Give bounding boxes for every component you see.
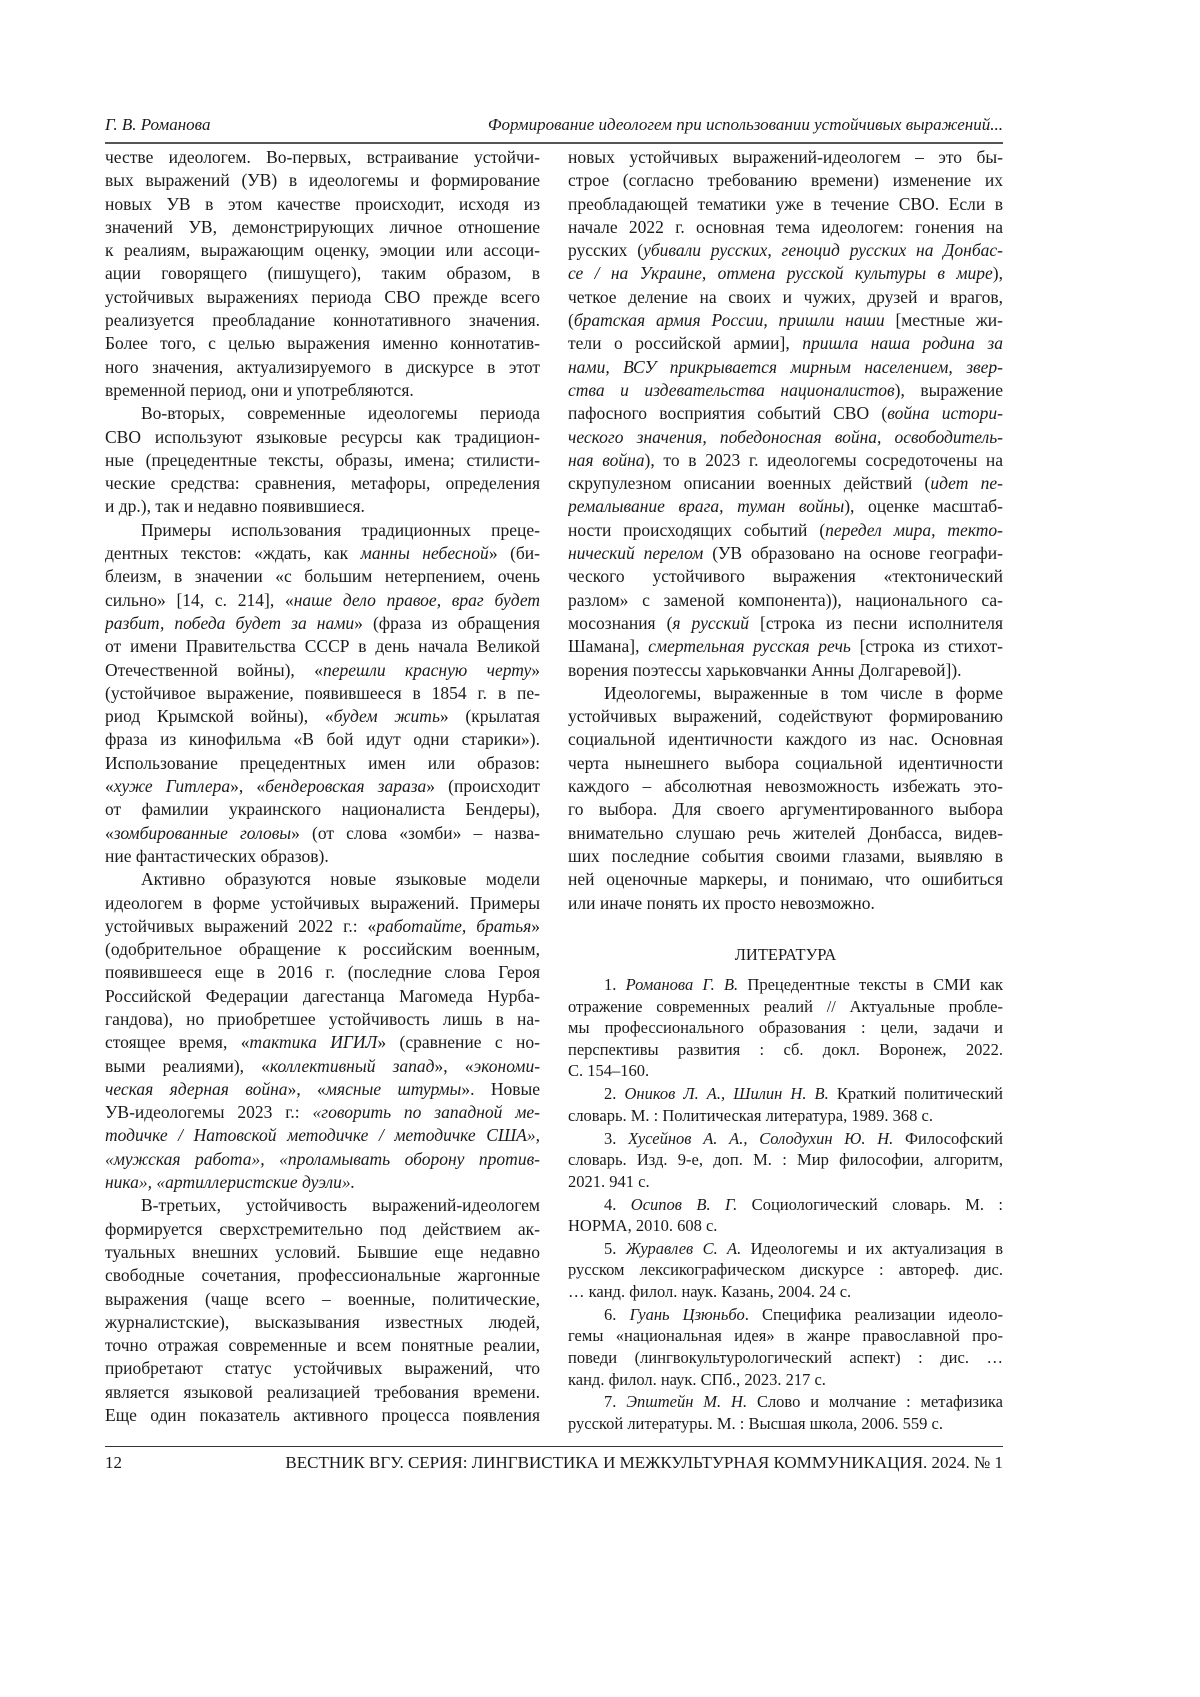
text-run: Идеологемы и их актуализация в — [741, 1239, 1003, 1258]
text-run: ». Новые — [461, 1079, 540, 1099]
text-line — [105, 868, 540, 891]
text-run: ней оценочные маркеры, и понимаю, что ошибиться — [568, 869, 1003, 889]
text-run: сильно» [14, с. 214], « — [105, 590, 294, 610]
text-line — [105, 915, 540, 938]
text-line — [105, 985, 540, 1008]
text-run: социальной идентичности каждого из нас. Основная — [568, 729, 1003, 749]
text-run: Использование прецедентных имен или образов: — [105, 753, 540, 773]
text-run: ного значения, актуализируемого в дискурсе в этот — [105, 357, 540, 377]
text-line — [105, 892, 540, 915]
text-run: каждого – абсолютная невозможность избежать это- — [568, 776, 1003, 796]
reference-line — [568, 1039, 1003, 1061]
text-run: » (фраза из обращения — [354, 613, 540, 633]
italic-text-run: война истори- — [887, 403, 1003, 423]
text-run: или иначе понять их просто невозможно. — [568, 893, 875, 913]
text-line — [568, 216, 1003, 239]
text-line — [105, 775, 540, 798]
text-line — [568, 565, 1003, 588]
italic-text-run: ника», «артиллеристские дуэли». — [105, 1172, 355, 1192]
text-run: выми реалиями), « — [105, 1056, 270, 1076]
italic-text-run: зомбированные головы — [114, 823, 291, 843]
text-line — [105, 1031, 540, 1054]
text-line — [105, 1008, 540, 1031]
text-line — [568, 752, 1003, 775]
text-line — [568, 402, 1003, 425]
text-run: » (сравнение с но- — [377, 1032, 540, 1052]
text-line — [568, 495, 1003, 518]
text-line — [568, 262, 1003, 285]
text-line — [568, 542, 1003, 565]
text-run: преобладающей тематики уже в течение СВО. Если в — [568, 194, 1003, 214]
text-line — [105, 728, 540, 751]
text-run: ), оценке масштаб- — [844, 496, 1003, 516]
text-line — [105, 1357, 540, 1380]
italic-text-run: экономи- — [474, 1056, 540, 1076]
text-run: точно отражая современные и всем понятные реалии, — [105, 1335, 540, 1355]
page-number: 12 — [105, 1451, 122, 1475]
reference-line — [568, 1413, 1003, 1435]
text-run: разлом» с заменой компонента)), национального са- — [568, 590, 1003, 610]
text-line — [105, 798, 540, 821]
text-run: журналистские), высказывания известных людей, — [105, 1312, 540, 1332]
text-run: реализуется преобладание коннотативного значения. — [105, 310, 540, 330]
text-run: Во-вторых, современные идеологемы периода — [141, 403, 540, 423]
italic-text-run: ная война — [568, 450, 645, 470]
reference-line — [568, 1304, 1003, 1326]
right-column — [568, 146, 1003, 915]
text-line — [568, 589, 1003, 612]
text-line — [105, 239, 540, 262]
text-run: от фамилии украинского националиста Бендеры), — [105, 799, 540, 819]
text-line — [568, 798, 1003, 821]
text-line — [105, 752, 540, 775]
text-run: Краткий политический — [829, 1084, 1003, 1103]
italic-text-run: работайте, братья — [376, 916, 531, 936]
text-line — [105, 1264, 540, 1287]
reference-item — [568, 1238, 1003, 1303]
text-run: устойчивых выражений, содействуют формированию — [568, 706, 1003, 726]
text-run: 4. — [604, 1195, 631, 1214]
reference-line — [568, 1171, 1003, 1193]
text-line — [105, 519, 540, 542]
text-line — [105, 286, 540, 309]
text-line — [568, 169, 1003, 192]
text-line — [105, 1148, 540, 1171]
text-line — [568, 519, 1003, 542]
text-line — [105, 589, 540, 612]
reference-item — [568, 1194, 1003, 1237]
text-run: приобретают статус устойчивых выражений, что — [105, 1358, 540, 1378]
left-column — [105, 146, 540, 1427]
text-run: Примеры использования традиционных преце- — [141, 520, 540, 540]
italic-text-run: Эпштейн М. Н. — [626, 1392, 747, 1411]
text-line — [568, 356, 1003, 379]
text-run: … канд. филол. наук. Казань, 2004. 24 с. — [568, 1282, 851, 1301]
text-run: Идеологемы, выраженные в том числе в форме — [604, 683, 1003, 703]
reference-item — [568, 1128, 1003, 1193]
text-run: » (крылатая — [440, 706, 540, 726]
text-line — [105, 193, 540, 216]
text-line — [568, 845, 1003, 868]
text-run: перспективы развития : сб. докл. Воронеж, 2022. — [568, 1040, 1003, 1059]
text-run: дентных текстов: «ждать, как — [105, 543, 361, 563]
text-line — [105, 705, 540, 728]
italic-text-run: нами, ВСУ прикрывается мирным населением, звер- — [568, 357, 1003, 377]
running-head-author: Г. В. Романова — [105, 113, 210, 137]
italic-text-run: будем жить — [334, 706, 440, 726]
reference-line — [568, 1369, 1003, 1391]
text-run: 6. — [604, 1305, 630, 1324]
text-run: СВО используют языковые ресурсы как традицион- — [105, 427, 540, 447]
text-run: ности происходящих событий ( — [568, 520, 825, 540]
text-line — [568, 868, 1003, 891]
text-line — [568, 449, 1003, 472]
italic-text-run: разбит, победа будет за нами — [105, 613, 354, 633]
text-run: Отечественной войны), « — [105, 660, 323, 680]
text-run: строе (согласно требованию времени) изменение их — [568, 170, 1003, 190]
text-run: Активно образуются новые языковые модели — [141, 869, 540, 889]
text-run: 5. — [604, 1239, 626, 1258]
text-line — [105, 635, 540, 658]
reference-line — [568, 1215, 1003, 1237]
text-run: устойчивых выражений 2022 г.: « — [105, 916, 376, 936]
text-line — [105, 938, 540, 961]
reference-line — [568, 996, 1003, 1018]
text-line — [105, 1381, 540, 1404]
text-run: (устойчивое выражение, появившееся в 1854 г. в пе- — [105, 683, 540, 703]
text-run: гандова), но приобретшее устойчивость лишь в на- — [105, 1009, 540, 1029]
text-line — [568, 728, 1003, 751]
text-run: свободные сочетания, профессиональные жаргонные — [105, 1265, 540, 1285]
italic-text-run: Оников Л. А., Шилин Н. В. — [624, 1084, 828, 1103]
text-run: поведи (лингвокультурологический аспект) : дис. … — [568, 1348, 1003, 1367]
text-line — [105, 1124, 540, 1147]
italic-text-run: Романова Г. В. — [626, 975, 739, 994]
text-run: является языковой реализацией требования времени. — [105, 1382, 540, 1402]
reference-item — [568, 1083, 1003, 1126]
text-line — [568, 379, 1003, 402]
italic-text-run: нический перелом — [568, 543, 703, 563]
text-line — [105, 1194, 540, 1217]
text-line — [105, 1218, 540, 1241]
text-run: ), то в 2023 г. идеологемы сосредоточены на — [645, 450, 1003, 470]
text-run: ческие средства: сравнения, метафоры, определения — [105, 473, 540, 493]
text-run: честве идеологем. Во-первых, встраивание устойчи- — [105, 147, 540, 167]
text-run: Философский — [893, 1129, 1003, 1148]
text-line — [105, 542, 540, 565]
text-run: [строка из песни исполнителя — [749, 613, 1003, 633]
text-run: », « — [435, 1056, 474, 1076]
text-line — [105, 822, 540, 845]
text-line — [568, 286, 1003, 309]
text-line — [568, 682, 1003, 705]
text-run: и др.), так и недавно появившиеся. — [105, 496, 365, 516]
journal-footer: ВЕСТНИК ВГУ. СЕРИЯ: ЛИНГВИСТИКА И МЕЖКУЛЬТУРНАЯ КОММУНИКАЦИЯ. 2024. № 1 — [285, 1451, 1003, 1475]
text-run: появившееся еще в 2016 г. (последние слова Героя — [105, 962, 540, 982]
italic-text-run: «говорить по западной ме- — [313, 1102, 541, 1122]
italic-text-run: Журавлев С. А. — [626, 1239, 742, 1258]
reference-line — [568, 1194, 1003, 1216]
text-line — [105, 1171, 540, 1194]
text-run: стоящее время, « — [105, 1032, 249, 1052]
italic-text-run: ства и издевательства националистов — [568, 380, 895, 400]
text-line — [105, 961, 540, 984]
reference-item — [568, 1391, 1003, 1434]
text-run: » — [531, 660, 540, 680]
text-run: Еще один показатель активного процесса появления — [105, 1405, 540, 1425]
text-line — [105, 402, 540, 425]
text-line — [105, 495, 540, 518]
text-run: 3. — [604, 1129, 628, 1148]
text-line — [568, 332, 1003, 355]
text-line — [105, 612, 540, 635]
text-line — [105, 216, 540, 239]
italic-text-run: Осипов В. Г. — [631, 1195, 737, 1214]
text-run: устойчивых выражениях периода СВО прежде всего — [105, 287, 540, 307]
text-line — [105, 426, 540, 449]
text-line — [105, 379, 540, 402]
text-run: Социологический словарь. М. : — [737, 1195, 1003, 1214]
text-line — [105, 472, 540, 495]
text-run: Более того, с целью выражения именно коннотатив- — [105, 333, 540, 353]
reference-line — [568, 1128, 1003, 1150]
text-line — [105, 1078, 540, 1101]
text-line — [568, 309, 1003, 332]
text-run: черта нынешнего выбора социальной идентичности — [568, 753, 1003, 773]
text-line — [105, 146, 540, 169]
text-run: « — [105, 823, 114, 843]
text-run: . Специфика реализации идеоло- — [745, 1305, 1003, 1324]
footer-rule — [105, 1446, 1003, 1447]
text-line — [105, 332, 540, 355]
text-run: Слово и молчание : метафизика — [747, 1392, 1003, 1411]
text-line — [568, 775, 1003, 798]
text-run: ные (прецедентные тексты, образы, имена; стилисти- — [105, 450, 540, 470]
italic-text-run: братская армия России, пришли наши — [574, 310, 885, 330]
references-list — [568, 974, 1003, 1436]
text-run: Шамана], — [568, 636, 648, 656]
reference-line — [568, 1325, 1003, 1347]
reference-line — [568, 1347, 1003, 1369]
italic-text-run: се / на Украине, отмена русской культуры в мире — [568, 263, 993, 283]
text-run: туальных внешних условий. Бывшие еще недавно — [105, 1242, 540, 1262]
italic-text-run: бендеровская зараза — [265, 776, 426, 796]
text-run: риод Крымской войны), « — [105, 706, 334, 726]
text-run: 1. — [604, 975, 626, 994]
reference-item — [568, 1304, 1003, 1390]
text-run: 2. — [604, 1084, 624, 1103]
text-run: начале 2022 г. основная тема идеологем: гонения на — [568, 217, 1003, 237]
text-run: мосознания ( — [568, 613, 672, 633]
italic-text-run: пришла наша родина за — [802, 333, 1003, 353]
text-run: 2021. 941 с. — [568, 1172, 650, 1191]
reference-item — [568, 974, 1003, 1082]
text-line — [105, 682, 540, 705]
running-head-title: Формирование идеологем при использовании устойчивых выражений... — [488, 113, 1003, 137]
text-line — [568, 472, 1003, 495]
reference-line — [568, 1238, 1003, 1260]
text-line — [568, 705, 1003, 728]
text-run: отражение современных реалий // Актуальные пробле- — [568, 997, 1003, 1016]
text-run: новых устойчивых выражений-идеологем – это бы- — [568, 147, 1003, 167]
text-run: Прецедентные тексты в СМИ как — [738, 975, 1003, 994]
text-run: ворения поэтессы харьковчанки Анны Долгаревой]). — [568, 660, 962, 680]
text-run: НОРМА, 2010. 608 с. — [568, 1216, 717, 1235]
text-line — [105, 449, 540, 472]
italic-text-run: тактика ИГИЛ — [249, 1032, 377, 1052]
text-line — [105, 659, 540, 682]
text-line — [105, 262, 540, 285]
text-run: тели о российской армии], — [568, 333, 802, 353]
italic-text-run: я русский — [672, 613, 749, 633]
text-run: ческого устойчивого выражения «тектонический — [568, 566, 1003, 586]
reference-line — [568, 1259, 1003, 1281]
text-run: Российской Федерации дагестанца Магомеда Нурба- — [105, 986, 540, 1006]
text-run: УВ-идеологемы 2023 г.: — [105, 1102, 313, 1122]
reference-line — [568, 1149, 1003, 1171]
text-run: (одобрительное обращение к российским военным, — [105, 939, 540, 959]
text-run: четкое деление на своих и чужих, друзей и врагов, — [568, 287, 1003, 307]
text-run: » (би- — [489, 543, 540, 563]
italic-text-run: коллективный запад — [270, 1056, 435, 1076]
italic-text-run: ремалывание врага, туман войны — [568, 496, 844, 516]
text-run: мы профессионального образования : цели, задачи и — [568, 1018, 1003, 1037]
text-line — [105, 1404, 540, 1427]
text-line — [568, 892, 1003, 915]
text-line — [568, 146, 1003, 169]
italic-text-run: «мужская работа», «проламывать оборону против- — [105, 1149, 540, 1169]
italic-text-run: смертельная русская речь — [648, 636, 851, 656]
italic-text-run: ческого значения, победоносная война, освободитель- — [568, 427, 1003, 447]
header-rule — [105, 142, 1003, 144]
text-run: фраза из кинофильма «В бой идут одни старики»). — [105, 729, 540, 749]
italic-text-run: Хусейнов А. А., Солодухин Ю. Н. — [628, 1129, 893, 1148]
text-run: 7. — [604, 1392, 626, 1411]
text-line — [105, 309, 540, 332]
text-run: выражения (чаще всего – военные, политические, — [105, 1289, 540, 1309]
text-run: ), выражение — [895, 380, 1003, 400]
text-run: пафосного восприятия событий СВО ( — [568, 403, 887, 423]
text-line — [105, 1241, 540, 1264]
text-run: блеизм, в значении «с большим нетерпением, очень — [105, 566, 540, 586]
text-line — [105, 1101, 540, 1124]
text-line — [568, 239, 1003, 262]
reference-line — [568, 1060, 1003, 1082]
reference-line — [568, 1391, 1003, 1413]
text-run: », « — [288, 1079, 326, 1099]
text-run: го выбора. Для своего аргументированного выбора — [568, 799, 1003, 819]
text-run: » (от слова «зомби» – назва- — [291, 823, 540, 843]
text-run: ( — [568, 310, 574, 330]
text-run: « — [105, 776, 114, 796]
italic-text-run: Гуань Цзюньбо — [630, 1305, 745, 1324]
text-run: временной период, они и употребляются. — [105, 380, 414, 400]
reference-line — [568, 1017, 1003, 1039]
text-run: ших последние события своими глазами, выявляю в — [568, 846, 1003, 866]
text-run: русских ( — [568, 240, 643, 260]
reference-line — [568, 1083, 1003, 1105]
text-line — [105, 845, 540, 868]
text-line — [568, 659, 1003, 682]
text-run: гемы «национальная идея» в жанре православной про- — [568, 1326, 1003, 1345]
text-line — [105, 1055, 540, 1078]
text-line — [105, 1288, 540, 1311]
text-run: внимательно слушаю речь жителей Донбасса, видев- — [568, 823, 1003, 843]
text-run: », « — [230, 776, 265, 796]
italic-text-run: тодичке / Натовской методичке / методичке США», — [105, 1125, 540, 1145]
text-run: словарь. Изд. 9-е, доп. М. : Мир философии, алгоритм, — [568, 1150, 1003, 1169]
italic-text-run: манны небесной — [361, 543, 489, 563]
text-run: русском лексикографическом дискурсе : автореф. дис. — [568, 1260, 1003, 1279]
text-run: канд. филол. наук. СПб., 2023. 217 с. — [568, 1370, 826, 1389]
italic-text-run: перешли красную черту — [323, 660, 531, 680]
text-run: от имени Правительства СССР в день начала Великой — [105, 636, 540, 656]
text-run: С. 154–160. — [568, 1061, 649, 1080]
text-run: скрупулезном описании военных действий ( — [568, 473, 930, 493]
text-run: словарь. М. : Политическая литература, 1989. 368 с. — [568, 1106, 933, 1125]
italic-text-run: мясные штурмы — [326, 1079, 462, 1099]
italic-text-run: идет пе- — [930, 473, 1003, 493]
text-line — [568, 612, 1003, 635]
text-run: » — [531, 916, 540, 936]
text-line — [568, 193, 1003, 216]
text-run: » (происходит — [426, 776, 540, 796]
italic-text-run: убивали русских, геноцид русских на Донбас- — [643, 240, 1003, 260]
text-run: ), — [993, 263, 1003, 283]
text-line — [105, 169, 540, 192]
text-run: ние фантастических образов). — [105, 846, 329, 866]
italic-text-run: передел мира, текто- — [825, 520, 1003, 540]
reference-line — [568, 1105, 1003, 1127]
text-line — [568, 635, 1003, 658]
text-run: новых УВ в этом качестве происходит, исходя из — [105, 194, 540, 214]
text-run: ации говорящего (пишущего), таким образом, в — [105, 263, 540, 283]
text-line — [568, 822, 1003, 845]
text-run: вых выражений (УВ) в идеологемы и формирование — [105, 170, 540, 190]
text-line — [105, 1311, 540, 1334]
text-run: формируется сверхстремительно под действием ак- — [105, 1219, 540, 1239]
text-run: к реалиям, выражающим оценку, эмоции или ассоци- — [105, 240, 540, 260]
italic-text-run: наше дело правое, враг будет — [294, 590, 540, 610]
reference-line — [568, 974, 1003, 996]
text-line — [105, 565, 540, 588]
text-line — [568, 426, 1003, 449]
text-line — [105, 356, 540, 379]
text-run: В-третьих, устойчивость выражений-идеологем — [141, 1195, 540, 1215]
text-run: (УВ образовано на основе географи- — [703, 543, 1003, 563]
italic-text-run: ческая ядерная война — [105, 1079, 288, 1099]
text-run: значений УВ, демонстрирующих личное отношение — [105, 217, 540, 237]
text-line — [105, 1334, 540, 1357]
text-run: [строка из стихот- — [851, 636, 1003, 656]
italic-text-run: хуже Гитлера — [114, 776, 230, 796]
text-run: идеологем в форме устойчивых выражений. Примеры — [105, 893, 540, 913]
text-run: русской литературы. М. : Высшая школа, 2006. 559 с. — [568, 1414, 943, 1433]
reference-line — [568, 1281, 1003, 1303]
references-heading: ЛИТЕРАТУРА — [568, 944, 1003, 966]
text-run: [местные жи- — [885, 310, 1003, 330]
